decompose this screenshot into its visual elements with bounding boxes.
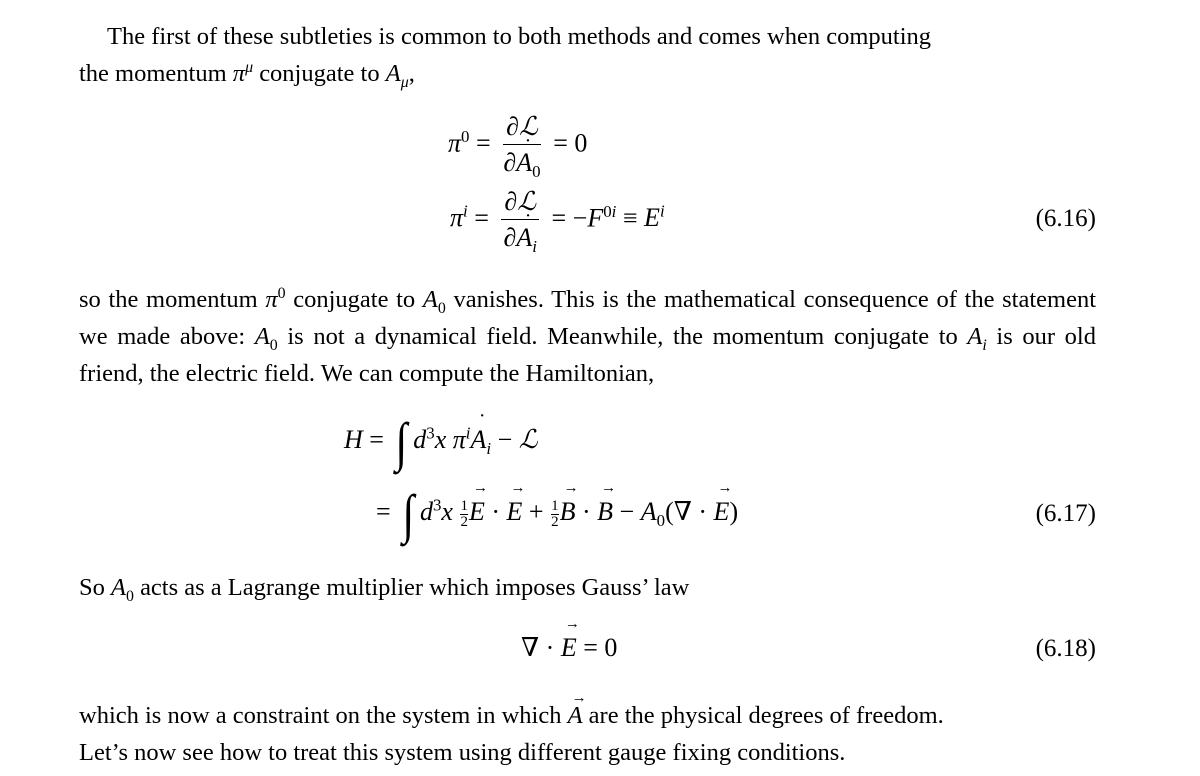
text: So — [79, 574, 112, 601]
math-pi-mu: $\pi^\mu$ — [232, 58, 254, 87]
text: vanishes. This is the mathematical consequence of the statement we made above: — [79, 286, 1097, 350]
equation-6-16-line1: $\pi^0$ = $\frac{\text{∂ℒ}}{\partial˙ A_0}$ = 0 — [448, 112, 587, 179]
text: the momentum — [79, 60, 233, 87]
text: Let’s now see how to treat this system using different gauge fixing conditions. — [79, 739, 846, 766]
text: are the physical degrees of freedom. — [582, 702, 944, 729]
paragraph-constraint: which is now a constraint on the system in which → A are the physical degrees of freedom. Let’s now see how to treat this system using different gauge fixing conditions. — [79, 697, 1096, 771]
text: so the momentum — [79, 286, 266, 313]
text: conjugate to — [285, 286, 423, 313]
equation-6-18: ∇ · → E = 0 — [521, 633, 617, 663]
paragraph-momentum: so the momentum $\pi^0$ conjugate to $A_0$ vanishes. This is the mathematical consequence of the statement we made above: $A_0$ is not a dynamical field. Meanwhile, the momentum conjugate to $A_i$ is our old friend, the electric field. We can compute the Hamiltonian, — [79, 284, 1097, 387]
equation-number-6-16: (6.16) — [1035, 205, 1096, 232]
paragraph-lagrange: So $A_0$ acts as a Lagrange multiplier which imposes Gauss’ law — [79, 574, 690, 605]
math-A-mu: $A_\mu$ — [385, 60, 409, 91]
text: is not a dynamical field. Meanwhile, the momentum conjugate to — [277, 323, 968, 350]
text: which is now a constraint on the system in which — [79, 702, 568, 729]
equation-6-17-line1: H = ∫ $d^3x$ $\pi^i˙$ $A_i$ − ℒ — [344, 415, 537, 469]
equation-number-6-17: (6.17) — [1035, 500, 1096, 527]
text: acts as a Lagrange multiplier which imposes Gauss’ law — [133, 574, 690, 601]
equation-6-16-line2: $\pi^i$ = $\frac{\text{∂ℒ}}{\partial˙ A_i}$ = $-F^{0i} \equiv E^i$ — [450, 187, 665, 254]
paragraph-intro: The first of these subtleties is common to both methods and comes when computing the momentum $\pi^\mu$ conjugate to $A_\mu$, — [79, 23, 932, 91]
text: conjugate to — [253, 60, 386, 87]
equation-number-6-18: (6.18) — [1035, 635, 1096, 662]
text: The first of these subtleties is common to both methods and comes when computing — [107, 23, 932, 50]
equation-6-17-line2: = ∫ $d^3x$ $\frac{1}{2}$ → E · → E + $\frac{1}{2}$ → B · → $B - A_0(\nabla$ · → E) — [376, 487, 738, 541]
text: is our old friend, the electric field. We can compute the Hamiltonian, — [79, 323, 1096, 387]
